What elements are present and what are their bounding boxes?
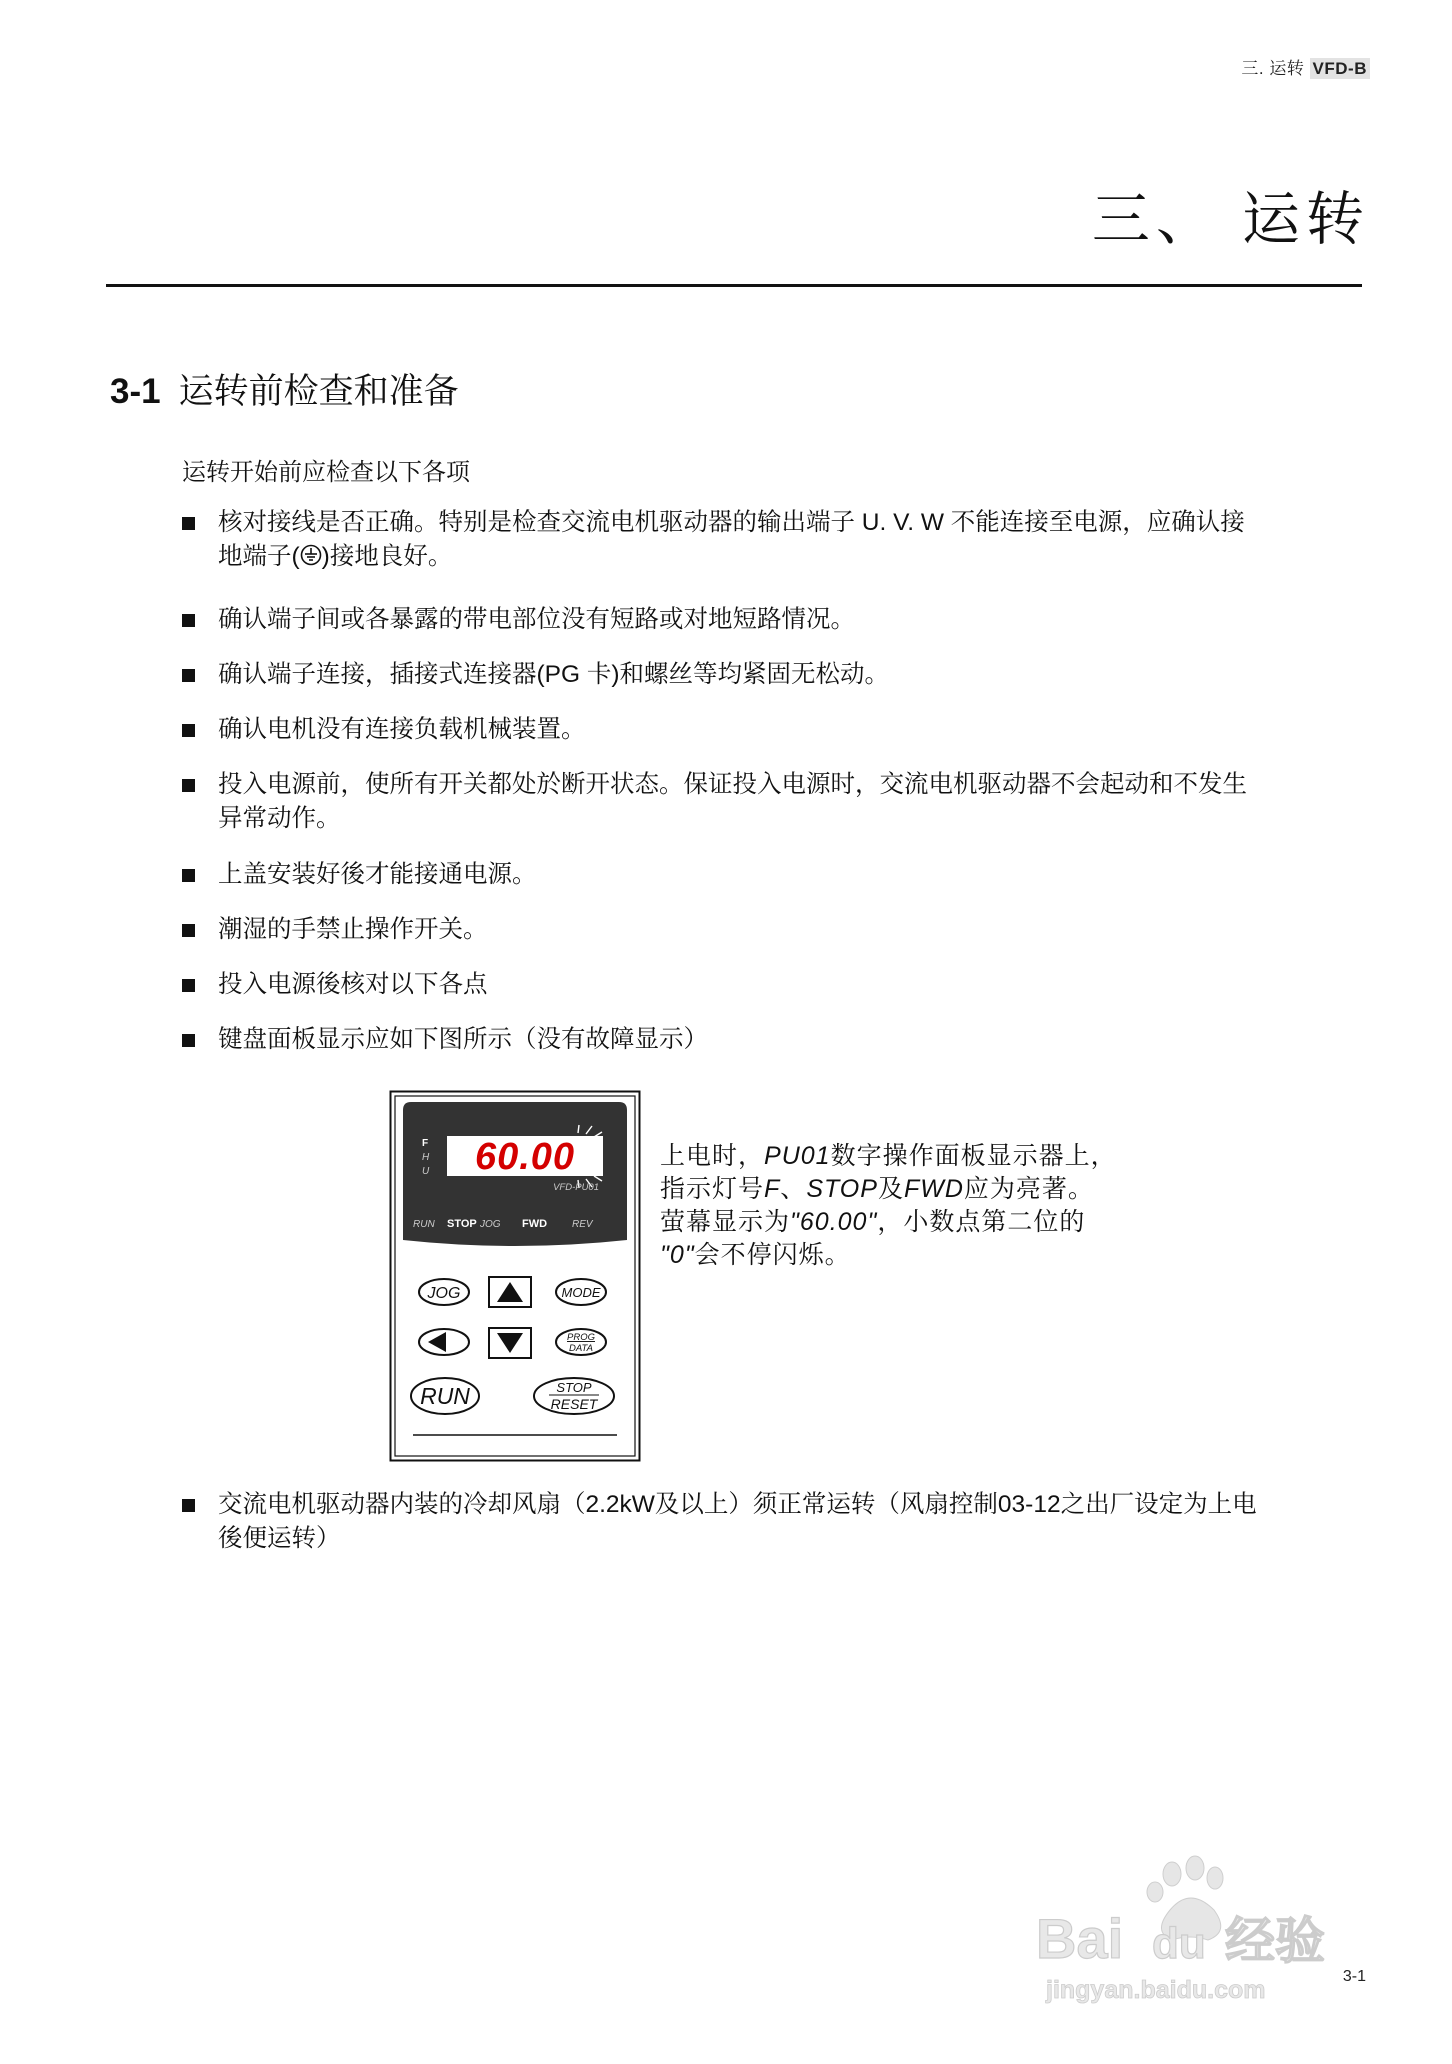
list-item-text: 交流电机驱动器内装的冷却风扇（2.2kW及以上）须正常运转（风扇控制03-12之出厂设定为上电: [218, 1491, 1257, 1518]
list-item-text: 异常动作。: [218, 805, 341, 832]
list-item-text: 投入电源後核对以下各点: [218, 971, 488, 998]
indicator-u: U: [422, 1166, 430, 1177]
status-jog: JOG: [480, 1219, 501, 1230]
baidu-jingyan-watermark: [1020, 1848, 1360, 2018]
keypad-figure: [389, 1090, 641, 1462]
caption-text: 及: [877, 1175, 904, 1203]
display-value: 60.00: [474, 1136, 576, 1178]
list-item-text: 核对接线是否正确。特别是检查交流电机驱动器的输出端子 U. V. W 不能连接至电源，应确认接: [218, 509, 1245, 536]
list-item: [182, 506, 1358, 574]
bullet-square-icon: [182, 614, 195, 627]
caption-text: 数字操作面板显示器上，: [830, 1142, 1117, 1170]
caption-text: ，小数点第二位的: [877, 1208, 1086, 1236]
watermark-brand-du: du: [1152, 1919, 1206, 1968]
list-item: [182, 1023, 1358, 1057]
stop-button-label: STOP: [556, 1380, 592, 1395]
data-button-label: DATA: [569, 1343, 593, 1354]
running-header-prefix: 三. 运转: [1241, 59, 1310, 78]
list-item-text: 後便运转）: [218, 1525, 341, 1552]
bullet-square-icon: [182, 869, 195, 882]
running-header-model: VFD-B: [1312, 59, 1367, 78]
page-number: 3-1: [1342, 1968, 1366, 1985]
chapter-title: 三、 运转: [1091, 187, 1370, 252]
indicator-f: F: [422, 1138, 429, 1149]
status-rev: REV: [572, 1219, 593, 1230]
keypad-caption: [660, 1140, 1117, 1272]
model-label: VFD-PU01: [553, 1182, 599, 1193]
caption-text: 、: [780, 1175, 807, 1203]
caption-text: 指示灯号: [660, 1175, 765, 1203]
list-item-text: )接地良好。: [321, 543, 453, 570]
bullet-square-icon: [182, 1499, 195, 1512]
list-item-text: 上盖安装好後才能接通电源。: [218, 861, 537, 888]
prog-button-label: PROG: [567, 1332, 595, 1343]
list-item-text: 确认电机没有连接负载机械装置。: [218, 716, 586, 743]
running-header: [1241, 54, 1370, 79]
list-item-text: 投入电源前，使所有开关都处於断开状态。保证投入电源时，交流电机驱动器不会起动和不发生: [218, 771, 1247, 798]
list-item: [182, 713, 1358, 747]
caption-text: PU01: [764, 1142, 831, 1170]
status-run: RUN: [413, 1219, 435, 1230]
list-item: [182, 1488, 1358, 1556]
list-item: [182, 768, 1358, 836]
bullet-square-icon: [182, 724, 195, 737]
list-item-text: 地端子(: [218, 543, 300, 570]
list-item-text: 键盘面板显示应如下图所示（没有故障显示）: [218, 1026, 708, 1053]
list-item: [182, 658, 1358, 692]
caption-text: STOP: [806, 1175, 878, 1203]
section-heading: [110, 364, 459, 414]
bullet-square-icon: [182, 517, 195, 530]
mode-button-label: MODE: [561, 1285, 601, 1300]
list-item-text: 潮湿的手禁止操作开关。: [218, 916, 488, 943]
ground-symbol-icon: [300, 544, 322, 566]
caption-text: F: [764, 1175, 781, 1203]
bullet-square-icon: [182, 779, 195, 792]
jog-button-label: JOG: [427, 1285, 461, 1302]
list-item-text: 确认端子连接，插接式连接器(PG 卡)和螺丝等均紧固无松动。: [218, 661, 890, 688]
bullet-square-icon: [182, 924, 195, 937]
indicator-h: H: [422, 1152, 430, 1163]
bullet-square-icon: [182, 669, 195, 682]
watermark-url: jingyan.baidu.com: [1046, 1976, 1266, 2004]
list-item: [182, 858, 1358, 892]
caption-text: "60.00": [790, 1208, 878, 1236]
caption-text: 萤幕显示为: [660, 1208, 791, 1236]
list-item: [182, 913, 1358, 947]
caption-text: 应为亮著。: [963, 1175, 1094, 1203]
section-title: 运转前检查和准备: [178, 372, 459, 411]
caption-text: FWD: [903, 1175, 964, 1203]
caption-text: 会不停闪烁。: [694, 1241, 851, 1269]
chapter-divider: [106, 284, 1362, 287]
list-item-text: 确认端子间或各暴露的带电部位没有短路或对地短路情况。: [218, 606, 855, 633]
status-stop: STOP: [447, 1218, 477, 1230]
status-fwd: FWD: [522, 1218, 548, 1230]
section-number: 3-1: [110, 372, 161, 411]
bullet-square-icon: [182, 979, 195, 992]
run-button-label: RUN: [420, 1383, 470, 1409]
list-item: [182, 968, 1358, 1002]
reset-button-label: RESET: [550, 1396, 598, 1412]
intro-text: 运转开始前应检查以下各项: [182, 459, 470, 486]
list-item: [182, 603, 1358, 637]
caption-text: 上电时，: [660, 1142, 765, 1170]
watermark-brand: Bai: [1036, 1907, 1124, 1970]
caption-text: "0": [660, 1241, 695, 1269]
bullet-square-icon: [182, 1034, 195, 1047]
watermark-label: 经验: [1225, 1913, 1325, 1969]
